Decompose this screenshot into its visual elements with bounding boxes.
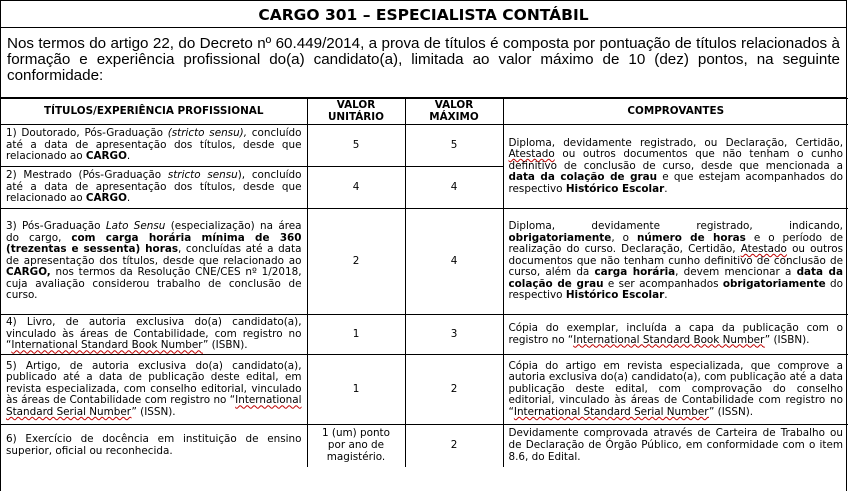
table-row — [1, 425, 848, 467]
header-valor-unitario-line2: UNITÁRIO — [327, 110, 385, 123]
table-row — [1, 209, 848, 315]
table-header-row — [1, 99, 848, 125]
header-valor-maximo-line1: VALOR — [434, 98, 474, 111]
row4-valor-maximo: 3 — [405, 315, 503, 355]
row6-titulo: 6) Exercício de docência em instituição de ensino superior, oficial ou reconhecida. — [1, 425, 307, 467]
page-title: CARGO 301 – ESPECIALISTA CONTÁBIL — [1, 0, 846, 28]
table-row — [1, 125, 848, 167]
row2-titulo: 2) Mestrado (Pós-Graduação stricto sensu), concluído até a data de apresentação dos títulos, desde que relacionado ao CARGO. — [1, 167, 307, 209]
header-valor-maximo — [405, 99, 503, 125]
table-row — [1, 315, 848, 355]
row4-comprovantes: Cópia do exemplar, incluída a capa da publicação com o registro no “International Standard Book Number” (ISBN). — [503, 315, 848, 355]
header-valor-unitario — [307, 99, 405, 125]
row1-titulo: 1) Doutorado, Pós-Graduação (stricto sensu), concluído até a data de apresentação dos títulos, desde que relacionado ao CARGO. — [1, 125, 307, 167]
row5-valor-unitario: 1 — [307, 355, 405, 425]
header-titulos: TÍTULOS/EXPERIÊNCIA PROFISSIONAL — [1, 99, 307, 125]
row6-valor-maximo: 2 — [405, 425, 503, 467]
row4-titulo: 4) Livro, de autoria exclusiva do(a) candidato(a), vinculado às áreas de Contabilidade, com registro no “International Standard Book Number” (ISBN). — [1, 315, 307, 355]
titles-table — [1, 98, 848, 467]
row3-comprovantes: Diploma, devidamente registrado, indicando, obrigatoriamente, o número de horas e o período de realização do curso. Declaração, Certidão, Atestado ou outros documentos que não tenham cunho definitivo de conclusão de curso, além da carga horária, devem mencionar a data da colação de grau e ser acompanhados obrigatoriamente do respectivo Histórico Escolar. — [503, 209, 848, 315]
row6-comprovantes: Devidamente comprovada através de Carteira de Trabalho ou de Declaração de Órgão Público, em conformidade com o item 8.6, do Edital. — [503, 425, 848, 467]
row2-valor-unitario: 4 — [307, 167, 405, 209]
header-comprovantes: COMPROVANTES — [503, 99, 848, 125]
row5-titulo: 5) Artigo, de autoria exclusiva do(a) candidato(a), publicado até a data de publicação deste edital, em revista especializada, com conselho editorial, vinculado às áreas de Contabilidade com registro no “International Standard Serial Number” (ISSN). — [1, 355, 307, 425]
row6-valor-unitario: 1 (um) ponto por ano de magistério. — [307, 425, 405, 467]
header-valor-unitario-line1: VALOR — [336, 98, 376, 111]
row5-comprovantes: Cópia do artigo em revista especializada, que comprove a autoria exclusiva do(a) candidato(a), com publicação até a data publicação deste edital, com comprovação do conselho editorial, vinculado às áreas de Contabilidade com registro no “International Standard Serial Number” (ISSN). — [503, 355, 848, 425]
table-row — [1, 355, 848, 425]
row3-valor-maximo: 4 — [405, 209, 503, 315]
intro-paragraph: Nos termos do artigo 22, do Decreto nº 60.449/2014, a prova de títulos é composta por pontuação de títulos relacionados à formação e experiência profissional do(a) candidato(a), limitada ao valor máximo de 10 (dez) pontos, na seguinte conformidade: — [1, 28, 846, 98]
row12-comprovantes: Diploma, devidamente registrado, ou Declaração, Certidão, Atestado ou outros documentos que não tenham o cunho definitivo de conclusão de curso, desde que mencionada a data da colação de grau e que estejam acompanhados do respectivo Histórico Escolar. — [503, 125, 848, 209]
row1-valor-unitario: 5 — [307, 125, 405, 167]
row1-valor-maximo: 5 — [405, 125, 503, 167]
row5-valor-maximo: 2 — [405, 355, 503, 425]
header-valor-maximo-line2: MÁXIMO — [429, 110, 479, 123]
row4-valor-unitario: 1 — [307, 315, 405, 355]
row2-valor-maximo: 4 — [405, 167, 503, 209]
row3-titulo: 3) Pós-Graduação Lato Sensu (especialização) na área do cargo, com carga horária mínima de 360 (trezentas e sessenta) horas, concluídas até a data de apresentação dos títulos, desde que relacionado ao CARGO, nos termos da Resolução CNE/CES nº 1/2018, cuja avaliação considerou trabalho de conclusão de curso. — [1, 209, 307, 315]
row3-valor-unitario: 2 — [307, 209, 405, 315]
